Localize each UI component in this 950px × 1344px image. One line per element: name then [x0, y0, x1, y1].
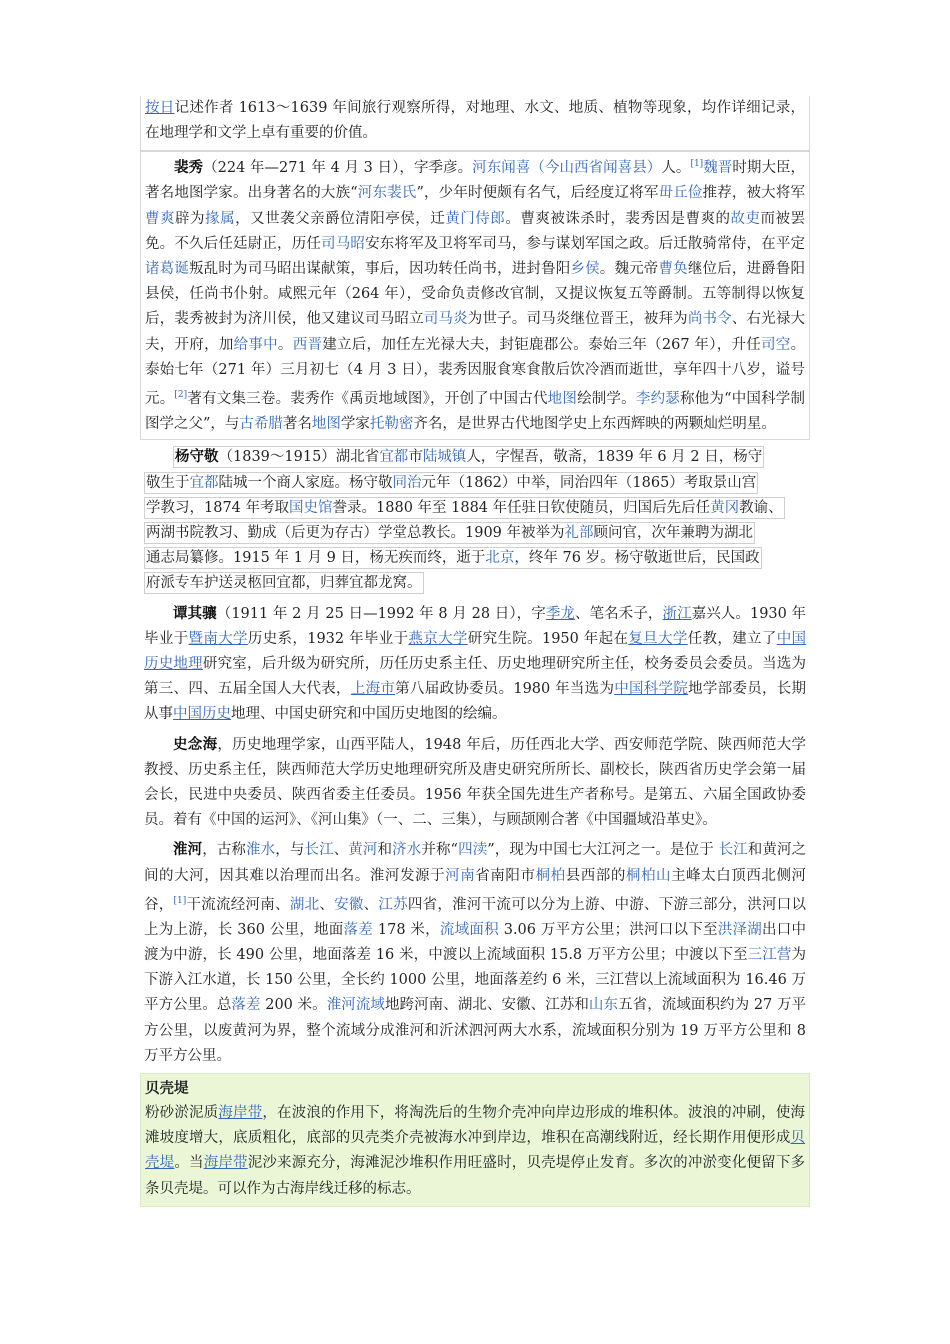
link[interactable]: 给事中 [233, 336, 278, 353]
text-run: 。魏元帝 [599, 261, 659, 278]
text-run: 元年（1862）中举，同治四年（1865）考取景山宫 [421, 474, 757, 491]
text-run: 通志局纂修。1915 年 1 月 9 日，杨无疾而终，逝于 [146, 550, 486, 567]
text-run: 任教，建立了 [687, 630, 777, 647]
text-run: 、 [319, 896, 335, 913]
text-run: 人，字惺吾，敬斋，1839 年 6 月 2 日，杨守 [466, 449, 763, 466]
text-run: 府派专车护送灵柩回宜都，归葬宜都龙窝。 [146, 575, 422, 592]
text-run: 、笔名禾子， [575, 605, 663, 622]
text-run: （224 年—271 年 4 月 3 日），字季彦。 [203, 160, 473, 177]
text-run: 五省，流域面积约为 27 万平方公里，以废黄河为界，整个流域分成淮河和沂沭泗河两大水系，流域面积分别为 19 万平方公里和 8 万平方公里。 [144, 997, 807, 1064]
link[interactable]: 司马炎 [423, 311, 468, 328]
link[interactable]: 海岸带 [203, 1155, 248, 1172]
text-run: 。当 [174, 1155, 204, 1172]
link[interactable]: 司空 [761, 336, 791, 353]
text-run: 推荐，被大将军 [702, 185, 806, 202]
text-run: 四省，淮河干流可以分为上游、中游、下游三部分，洪河口以上为上游，长 360 公里，地面 [144, 896, 807, 938]
text-run: 并称“ [421, 842, 458, 859]
text-run: ，在波浪的作用下，将淘洗后的生物介壳冲向岸边形成的堆积体。波浪的冲刷，使海滩坡度增大，底质粗化，底部的贝壳类介壳被海水冲到岸边，堆积在高潮线附近，经长期作用便形成 [145, 1105, 806, 1147]
link[interactable]: 掾属 [205, 210, 236, 227]
shi-nianhai-paragraph [140, 730, 810, 836]
text-run: ，终年 76 岁。杨守敬逝世后，民国政 [514, 550, 760, 567]
bold-term: 谭其骧 [173, 604, 217, 622]
text-run: 泥沙来源充分，海滩泥沙堆积作用旺盛时，贝壳堤停止发育。多次的冲淤变化便留下多条贝壳堤。可以作为古海岸线迁移的标志。 [145, 1155, 806, 1197]
link[interactable]: 李约瑟 [635, 390, 680, 407]
link[interactable]: 中国科学院 [614, 681, 689, 698]
yang-shoujing-line [144, 547, 762, 569]
link[interactable]: 复旦大学 [628, 630, 688, 647]
link[interactable]: 季龙 [545, 605, 575, 622]
text-run: 研究生院。1950 年起在 [467, 630, 629, 647]
link[interactable]: 贝壳堤 [145, 1130, 805, 1172]
tan-qixiang-paragraph [140, 599, 810, 730]
text-run: 记述作者 1613～1639 年间旅行观察所得，对地理、水文、地质、植物等现象，均作详细记录，在地理学和文学上卓有重要的价值。 [145, 100, 805, 142]
text-run: 市 [408, 449, 423, 466]
text-run: （1911 年 2 月 25 日—1992 年 8 月 28 日），字 [216, 605, 546, 622]
link[interactable]: 燕京大学 [408, 630, 468, 647]
link[interactable]: 宜都 [379, 449, 409, 466]
text-run: 学家 [340, 416, 370, 433]
text-run: 辟为 [175, 210, 206, 227]
text-run: 著有文集三卷。裴秀作《禹贡地域图》，开创了中国古代 [187, 390, 548, 407]
text-run: （1839～1915）湖北省 [218, 449, 380, 466]
link[interactable]: 江苏 [378, 896, 408, 913]
text-run: 、 [333, 842, 349, 859]
link[interactable]: 同治 [392, 474, 422, 491]
text-run: 誊录。1880 年至 1884 年任驻日钦使随员，归国后先后任 [332, 499, 711, 516]
text-run: 。泰始七年（271 年）三月初七（4 月 3 日），裴秀因服食寒食散后饮冷酒而逝世，享年四十八岁，谥号元。 [145, 336, 806, 407]
link[interactable]: 古希腊 [239, 416, 283, 433]
text-run: 顾问官，次年兼聘为湖北 [593, 524, 754, 541]
text-run: 绘制学。 [577, 390, 636, 407]
text-run: 叛乱时为司马昭出谋献策，事后，因功转任尚书，进封鲁阳 [189, 261, 571, 278]
link[interactable]: 托勒密 [369, 416, 414, 433]
bold-term: 裴秀 [174, 159, 204, 177]
text-run: 和黄河之间的大河，因其难以治理而出名。淮河发源于 [144, 842, 807, 884]
text-run: 称他为“中国科学制图学之父”，与 [145, 390, 806, 433]
text-run: 地跨河南、湖北、安徽、江苏和 [384, 997, 589, 1014]
text-run: 3.06 万平方公里；洪河口以下至 [498, 921, 718, 938]
text-run: ，历史地理学家，山西平陆人，1948 年后，历任西北大学、西安师范学院、陕西师范大学教授、历史系主任，陕西师范大学历史地理研究所及唐史研究所所长、副校长，陕西省历史学会第一届会长，民进中央委员、陕西省委主任委员。1956 年获全国先进生产者称号。是第五、六届全国政协委员。着有《中国的运河》、《河山集》（一、二、三集），与顾颉刚合著《中国疆域沿革史》。 [144, 736, 807, 829]
shell-ridge-heading: 贝壳堤 [145, 1080, 189, 1097]
text-run: 省南阳市 [475, 867, 536, 884]
link[interactable]: 曹爽 [145, 210, 176, 227]
bold-term: 淮河 [173, 841, 203, 859]
link[interactable]: 乡侯 [570, 261, 600, 278]
link[interactable]: 河南 [445, 867, 476, 884]
link[interactable]: 海岸带 [218, 1105, 263, 1121]
text-run: 继位后，进爵鲁阳县侯，任尚书仆射。咸熙元年（264 年），受命负责修改官制，又提议恢复五等爵制。五等制得以恢复后，裴秀被封为济川侯，他又建议司马昭立 [145, 261, 806, 328]
text-run: 、 [363, 896, 379, 913]
text-run: 。 [277, 336, 293, 353]
citation-link[interactable]: [2] [174, 390, 188, 401]
link[interactable]: 曹奂 [658, 261, 688, 278]
link[interactable]: 中国历史地理 [144, 630, 807, 672]
link[interactable]: 故吏 [730, 210, 761, 227]
link[interactable]: 诸葛诞 [145, 261, 190, 278]
text-run: 。曹爽被诛杀时，裴秀因是曹爽的 [505, 210, 731, 227]
text-run: 研究室，后升级为研究所，历任历史系主任、历史地理研究所主任，校务委员会委员。当选为第三、四、五届全国人大代表， [144, 655, 807, 698]
link[interactable]: 北京 [485, 550, 515, 567]
link[interactable]: 淮水 [246, 842, 276, 859]
yang-shoujing-line [144, 497, 785, 519]
link[interactable]: 陆城镇 [422, 449, 467, 466]
link[interactable]: 长江 [304, 842, 334, 859]
link[interactable]: 宜都 [189, 474, 219, 491]
text-run: ，与 [275, 842, 305, 859]
text-run: 200 米。 [260, 997, 327, 1014]
text-run: 著名 [282, 416, 312, 433]
link[interactable]: 山东 [588, 997, 619, 1014]
text-run: 两湖书院教习、勤成（后更为存古）学堂总教长。1909 年被举为 [146, 524, 565, 541]
text-run: 人。 [661, 160, 691, 177]
text-run: ，又世袭父亲爵位清阳亭侯，迁 [235, 210, 446, 227]
bold-term: 史念海 [173, 735, 218, 753]
xu-xiake-paragraph [140, 96, 810, 151]
link[interactable]: 礼部 [564, 524, 594, 541]
link[interactable]: 淮河流域 [326, 997, 385, 1014]
text-run: 主峰太白顶西北侧河谷， [144, 867, 807, 913]
text-run: 为下游入江水道，长 150 公里，全长约 1000 公里，地面落差约 6 米，三江营以上流域面积为 16.46 万平方公里。总 [144, 946, 806, 1014]
link[interactable]: 浙江 [662, 605, 692, 622]
text-run: 地理、中国史研究和中国历史地图的绘编。 [231, 706, 507, 723]
link[interactable]: 三江营 [747, 946, 792, 963]
link[interactable]: 黄门侍郎 [445, 210, 506, 227]
link[interactable]: 按日 [145, 100, 175, 116]
link[interactable]: 洪泽湖 [717, 921, 763, 938]
text-run: ”，现为中国七大江河之一。是位于 [487, 842, 719, 859]
link[interactable]: 地图 [547, 390, 578, 407]
text-run: 齐名，是世界古代地图学史上东西辉映的两颗灿烂明星。 [413, 416, 776, 433]
yang-shoujing-paragraph [140, 440, 810, 598]
link[interactable]: 毌丘俭 [658, 185, 703, 202]
text-run: 粉砂淤泥质 [145, 1105, 219, 1121]
bold-term: 杨守敬 [175, 448, 219, 466]
link[interactable]: 地图 [311, 416, 341, 433]
document-page [140, 96, 810, 1207]
text-run: 第八届政协委员。1980 年当选为 [395, 681, 615, 698]
link[interactable]: 济水 [392, 842, 422, 859]
text-run: 出口中渡为中游，长 490 公里，地面落差 16 米，中渡以上流域面积 15.8 万平方公里；中渡以下至 [144, 921, 806, 963]
link[interactable]: 黄冈 [710, 499, 740, 516]
link[interactable]: 黄河 [348, 842, 378, 859]
text-run: 嘉兴人。1930 年毕业于 [144, 605, 807, 647]
yang-shoujing-line [173, 446, 764, 468]
link[interactable]: 河东闻喜（今山西省闻喜县） [472, 160, 662, 177]
text-run: 178 米， [373, 921, 440, 938]
text-run: 、右光禄大夫，开府，加 [145, 311, 806, 353]
link[interactable]: 司马昭 [321, 235, 366, 252]
link[interactable]: 西晋 [292, 336, 323, 353]
text-run: 安东将军及卫将军司马，参与谋划军国之政。后迁散骑常侍，在平定 [365, 235, 806, 252]
link[interactable]: 国史馆 [289, 499, 333, 516]
text-run: ，古称 [202, 842, 247, 859]
text-run: 学教习，1874 年考取 [146, 499, 290, 516]
yang-shoujing-line [144, 522, 755, 544]
link[interactable]: 暨南大学 [188, 630, 248, 647]
link[interactable]: 流域面积 [439, 921, 499, 938]
link[interactable]: 魏晋 [703, 160, 733, 177]
text-run: 和 [377, 842, 393, 859]
yang-shoujing-line [144, 572, 424, 594]
link[interactable]: 落差 [343, 921, 374, 938]
text-run: 地学部委员，长期从事 [144, 681, 807, 723]
citation-link[interactable]: [1] [690, 159, 704, 170]
link[interactable]: 湖北 [289, 896, 320, 913]
link[interactable]: 河东裴氏 [357, 185, 417, 202]
link[interactable]: 中国历史 [173, 706, 231, 723]
link[interactable]: 上海市 [350, 681, 396, 698]
text-run: 县西部的 [565, 867, 626, 884]
link[interactable]: 桐柏山 [625, 867, 672, 884]
link[interactable]: 桐柏 [535, 867, 566, 884]
text-run: 建立后，加任左光禄大夫，封钜鹿郡公。泰始三年（267 年），升任 [322, 336, 762, 353]
text-run: 敬生于 [146, 474, 190, 491]
link[interactable]: 长江 [718, 842, 748, 859]
text-run: 时期大臣，著名地图学家。出身著名的大族“ [145, 160, 806, 202]
citation-link[interactable]: [1] [173, 895, 187, 906]
text-run: 而被罢免。不久后任廷尉正，历任 [145, 210, 806, 252]
shell-ridge-box [140, 1073, 810, 1207]
link[interactable]: 四渎 [457, 842, 488, 859]
text-run: 历史系，1932 年毕业于 [247, 630, 409, 647]
text-run: 干流流经河南、 [186, 896, 290, 913]
text-run: 教谕、 [739, 499, 783, 516]
pei-xiu-paragraph [140, 151, 810, 440]
link[interactable]: 落差 [231, 997, 261, 1014]
yang-shoujing-line [144, 472, 758, 494]
huai-river-paragraph [140, 835, 810, 1071]
text-run: 陆城一个商人家庭。杨守敬 [218, 474, 393, 491]
shell-ridge-paragraph [145, 1101, 805, 1202]
link[interactable]: 安徽 [334, 896, 364, 913]
text-run: 为世子。司马炎继位晋王，被拜为 [467, 311, 688, 328]
link[interactable]: 尚书令 [687, 311, 732, 328]
text-run: ”，少年时便颇有名气，后经度辽将军 [416, 185, 659, 202]
